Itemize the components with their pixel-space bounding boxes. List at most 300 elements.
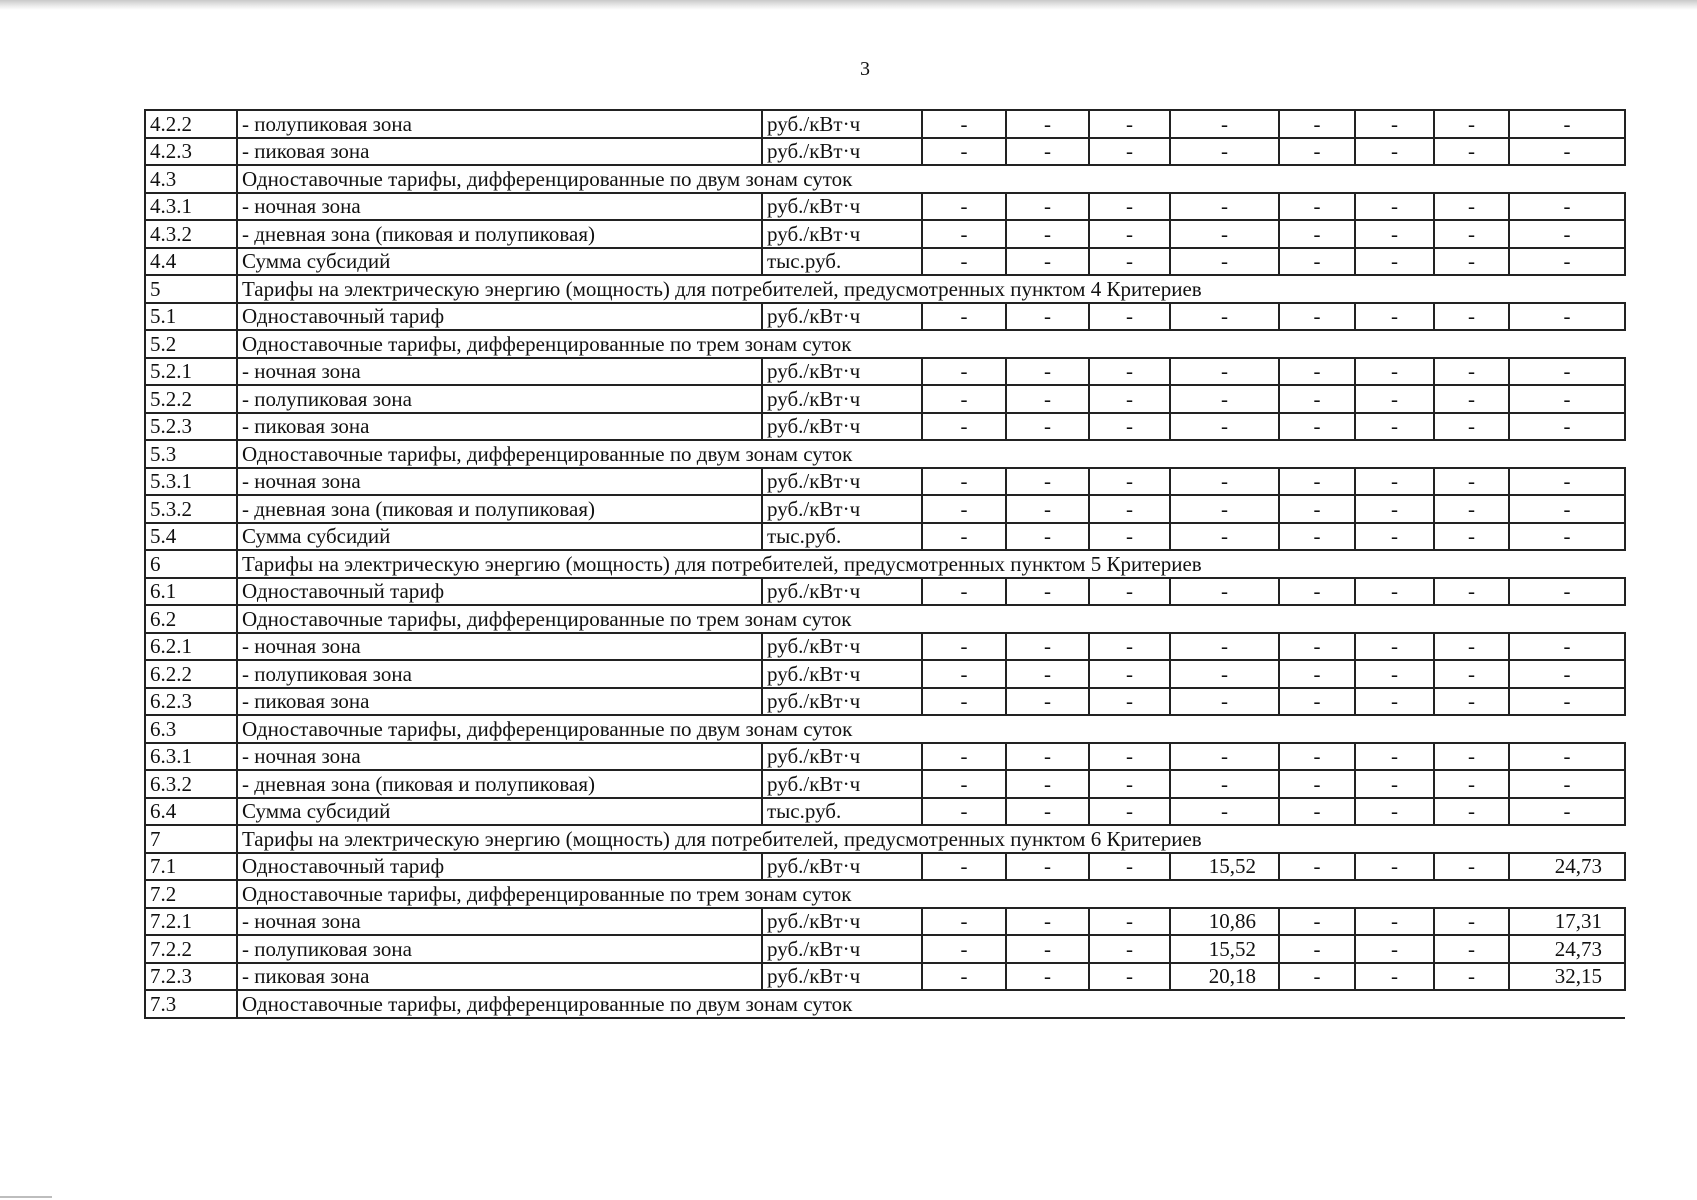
- value-cell: -: [1279, 248, 1355, 276]
- value-cell: -: [1355, 468, 1434, 496]
- value-cell: -: [1279, 853, 1355, 881]
- section-title: Тарифы на электрическую энергию (мощность) для потребителей, предусмотренных пунктом 4 Критериев: [237, 275, 1625, 303]
- value-cell: -: [1170, 248, 1279, 276]
- value-cell: -: [1434, 633, 1509, 661]
- value-cell: -: [1006, 853, 1089, 881]
- value-cell: -: [1279, 660, 1355, 688]
- row-label: - полупиковая зона: [237, 385, 762, 413]
- value-cell: -: [1355, 908, 1434, 936]
- value-cell: -: [1089, 770, 1170, 798]
- section-row: [145, 275, 1625, 303]
- value-cell: -: [1006, 660, 1089, 688]
- value-cell: -: [1279, 798, 1355, 826]
- value-cell: -: [1279, 413, 1355, 441]
- row-code: 5.3.1: [145, 468, 237, 496]
- value-cell: -: [1006, 303, 1089, 331]
- value-cell: -: [1089, 908, 1170, 936]
- row-label: - ночная зона: [237, 468, 762, 496]
- value-cell: -: [1089, 220, 1170, 248]
- value-cell: -: [1170, 688, 1279, 716]
- value-cell: -: [1434, 798, 1509, 826]
- row-code: 5.4: [145, 523, 237, 551]
- row-unit: руб./кВт·ч: [762, 193, 922, 221]
- table-row: [145, 138, 1625, 166]
- row-unit: руб./кВт·ч: [762, 578, 922, 606]
- value-cell: -: [1509, 358, 1625, 386]
- value-cell: -: [922, 935, 1006, 963]
- value-cell: -: [1434, 523, 1509, 551]
- value-cell: -: [1089, 633, 1170, 661]
- tariff-table-body: [145, 110, 1625, 1018]
- value-cell: -: [1089, 660, 1170, 688]
- value-cell: -: [1089, 110, 1170, 138]
- row-label: - дневная зона (пиковая и полупиковая): [237, 220, 762, 248]
- table-row: [145, 908, 1625, 936]
- value-cell: -: [1279, 110, 1355, 138]
- value-cell: -: [922, 138, 1006, 166]
- value-cell: -: [922, 303, 1006, 331]
- value-cell: -: [1355, 110, 1434, 138]
- value-cell: -: [1355, 523, 1434, 551]
- row-label: - ночная зона: [237, 193, 762, 221]
- row-label: - пиковая зона: [237, 688, 762, 716]
- row-code: 6.2: [145, 605, 237, 633]
- row-label: Одноставочный тариф: [237, 853, 762, 881]
- value-cell: -: [1355, 138, 1434, 166]
- value-cell: -: [1006, 633, 1089, 661]
- value-cell: -: [1509, 193, 1625, 221]
- row-unit: руб./кВт·ч: [762, 495, 922, 523]
- value-cell: -: [1170, 660, 1279, 688]
- value-cell: -: [922, 495, 1006, 523]
- value-cell: -: [922, 413, 1006, 441]
- value-cell: -: [1089, 578, 1170, 606]
- value-cell: -: [1355, 688, 1434, 716]
- row-unit: руб./кВт·ч: [762, 633, 922, 661]
- value-cell: -: [1279, 688, 1355, 716]
- value-cell: -: [1006, 468, 1089, 496]
- row-code: 4.3: [145, 165, 237, 193]
- value-cell: -: [922, 468, 1006, 496]
- row-label: - ночная зона: [237, 908, 762, 936]
- value-cell: -: [1279, 770, 1355, 798]
- value-cell: -: [1434, 193, 1509, 221]
- value-cell: -: [1355, 853, 1434, 881]
- value-cell: -: [1355, 248, 1434, 276]
- section-row: [145, 990, 1625, 1018]
- row-unit: руб./кВт·ч: [762, 853, 922, 881]
- table-row: [145, 358, 1625, 386]
- section-row: [145, 440, 1625, 468]
- value-cell: -: [1434, 935, 1509, 963]
- value-cell: -: [922, 743, 1006, 771]
- value-cell: -: [1170, 578, 1279, 606]
- value-cell: -: [1355, 303, 1434, 331]
- row-code: 7.2.3: [145, 963, 237, 991]
- row-code: 6.3: [145, 715, 237, 743]
- value-cell: -: [1089, 468, 1170, 496]
- table-row: [145, 578, 1625, 606]
- value-cell: -: [1170, 138, 1279, 166]
- value-cell: -: [1279, 743, 1355, 771]
- value-cell: -: [1355, 743, 1434, 771]
- row-code: 6.4: [145, 798, 237, 826]
- value-cell: -: [1089, 193, 1170, 221]
- value-cell: -: [1434, 495, 1509, 523]
- value-cell: -: [1279, 495, 1355, 523]
- value-cell: -: [1509, 743, 1625, 771]
- value-cell: -: [1279, 303, 1355, 331]
- value-cell: -: [922, 963, 1006, 991]
- value-cell: -: [1434, 743, 1509, 771]
- row-code: 7.2.1: [145, 908, 237, 936]
- value-cell: -: [1509, 220, 1625, 248]
- value-cell: -: [1089, 358, 1170, 386]
- row-unit: руб./кВт·ч: [762, 963, 922, 991]
- value-cell: -: [1006, 495, 1089, 523]
- section-row: [145, 330, 1625, 358]
- row-unit: руб./кВт·ч: [762, 303, 922, 331]
- row-code: 5.3.2: [145, 495, 237, 523]
- value-cell: -: [1279, 193, 1355, 221]
- row-code: 5.2.2: [145, 385, 237, 413]
- table-row: [145, 495, 1625, 523]
- section-title: Одноставочные тарифы, дифференцированные по двум зонам суток: [237, 990, 1625, 1018]
- value-cell: -: [1434, 220, 1509, 248]
- value-cell: -: [1170, 385, 1279, 413]
- value-cell: -: [1434, 770, 1509, 798]
- value-cell: -: [1509, 385, 1625, 413]
- value-cell: -: [1006, 963, 1089, 991]
- row-unit: руб./кВт·ч: [762, 908, 922, 936]
- value-cell: -: [1006, 193, 1089, 221]
- table-row: [145, 220, 1625, 248]
- value-cell: -: [1509, 633, 1625, 661]
- section-title: Одноставочные тарифы, дифференцированные по двум зонам суток: [237, 715, 1625, 743]
- table-row: [145, 468, 1625, 496]
- value-cell: -: [1509, 578, 1625, 606]
- value-cell: -: [1089, 523, 1170, 551]
- row-label: - пиковая зона: [237, 413, 762, 441]
- row-label: - дневная зона (пиковая и полупиковая): [237, 495, 762, 523]
- value-cell: -: [1355, 413, 1434, 441]
- value-cell: -: [922, 688, 1006, 716]
- row-label: - полупиковая зона: [237, 660, 762, 688]
- row-label: Одноставочный тариф: [237, 303, 762, 331]
- value-cell: -: [1006, 413, 1089, 441]
- value-cell: -: [1279, 578, 1355, 606]
- value-cell: -: [1006, 385, 1089, 413]
- section-title: Одноставочные тарифы, дифференцированные по двум зонам суток: [237, 440, 1625, 468]
- row-code: 5.2.1: [145, 358, 237, 386]
- row-code: 5.3: [145, 440, 237, 468]
- value-cell: -: [1089, 743, 1170, 771]
- table-row: [145, 633, 1625, 661]
- row-label: Сумма субсидий: [237, 798, 762, 826]
- row-code: 5.2.3: [145, 413, 237, 441]
- value-cell: -: [1509, 660, 1625, 688]
- value-cell: -: [1089, 963, 1170, 991]
- row-code: 7: [145, 825, 237, 853]
- row-unit: руб./кВт·ч: [762, 385, 922, 413]
- value-cell: -: [1170, 413, 1279, 441]
- row-code: 5.2: [145, 330, 237, 358]
- value-cell: 24,73: [1509, 853, 1625, 881]
- value-cell: -: [1089, 303, 1170, 331]
- value-cell: -: [1434, 963, 1509, 991]
- row-code: 6: [145, 550, 237, 578]
- value-cell: -: [1170, 743, 1279, 771]
- value-cell: -: [1279, 220, 1355, 248]
- value-cell: -: [1089, 138, 1170, 166]
- scan-top-edge: [0, 0, 1697, 10]
- row-unit: тыс.руб.: [762, 523, 922, 551]
- row-code: 4.2.3: [145, 138, 237, 166]
- row-label: - пиковая зона: [237, 138, 762, 166]
- row-code: 6.2.2: [145, 660, 237, 688]
- value-cell: -: [1434, 303, 1509, 331]
- row-code: 5: [145, 275, 237, 303]
- row-unit: руб./кВт·ч: [762, 660, 922, 688]
- table-row: [145, 798, 1625, 826]
- value-cell: -: [1006, 688, 1089, 716]
- value-cell: -: [922, 770, 1006, 798]
- section-title: Одноставочные тарифы, дифференцированные по трем зонам суток: [237, 330, 1625, 358]
- row-label: - пиковая зона: [237, 963, 762, 991]
- table-row: [145, 303, 1625, 331]
- row-unit: руб./кВт·ч: [762, 358, 922, 386]
- value-cell: -: [1355, 578, 1434, 606]
- value-cell: -: [922, 908, 1006, 936]
- value-cell: -: [1355, 633, 1434, 661]
- value-cell: -: [1434, 578, 1509, 606]
- value-cell: -: [1279, 935, 1355, 963]
- row-code: 4.3.2: [145, 220, 237, 248]
- value-cell: -: [1006, 220, 1089, 248]
- value-cell: -: [922, 248, 1006, 276]
- value-cell: -: [1279, 908, 1355, 936]
- value-cell: -: [1509, 798, 1625, 826]
- value-cell: -: [1170, 110, 1279, 138]
- value-cell: -: [1509, 110, 1625, 138]
- scan-bottom-mark: [0, 1196, 52, 1198]
- section-row: [145, 825, 1625, 853]
- value-cell: -: [1006, 523, 1089, 551]
- row-code: 6.2.3: [145, 688, 237, 716]
- value-cell: -: [1434, 413, 1509, 441]
- value-cell: -: [1279, 468, 1355, 496]
- value-cell: -: [1170, 523, 1279, 551]
- row-unit: руб./кВт·ч: [762, 743, 922, 771]
- value-cell: -: [1434, 385, 1509, 413]
- value-cell: -: [1355, 220, 1434, 248]
- value-cell: -: [1279, 523, 1355, 551]
- value-cell: 10,86: [1170, 908, 1279, 936]
- section-row: [145, 550, 1625, 578]
- value-cell: -: [1006, 358, 1089, 386]
- row-code: 4.4: [145, 248, 237, 276]
- value-cell: -: [1170, 220, 1279, 248]
- table-row: [145, 743, 1625, 771]
- value-cell: -: [922, 660, 1006, 688]
- value-cell: -: [1355, 193, 1434, 221]
- value-cell: -: [1089, 413, 1170, 441]
- row-label: Сумма субсидий: [237, 523, 762, 551]
- value-cell: -: [1509, 688, 1625, 716]
- row-unit: руб./кВт·ч: [762, 770, 922, 798]
- row-unit: руб./кВт·ч: [762, 468, 922, 496]
- table-row: [145, 385, 1625, 413]
- value-cell: -: [1355, 660, 1434, 688]
- value-cell: -: [922, 220, 1006, 248]
- row-label: - ночная зона: [237, 633, 762, 661]
- row-unit: руб./кВт·ч: [762, 688, 922, 716]
- table-row: [145, 193, 1625, 221]
- value-cell: -: [1355, 358, 1434, 386]
- row-label: - полупиковая зона: [237, 110, 762, 138]
- value-cell: -: [1006, 248, 1089, 276]
- value-cell: -: [1006, 743, 1089, 771]
- value-cell: -: [1434, 468, 1509, 496]
- table-row: [145, 110, 1625, 138]
- value-cell: -: [1006, 138, 1089, 166]
- section-row: [145, 605, 1625, 633]
- value-cell: -: [1509, 468, 1625, 496]
- table-row: [145, 660, 1625, 688]
- value-cell: -: [1509, 303, 1625, 331]
- value-cell: -: [1089, 248, 1170, 276]
- value-cell: -: [1170, 358, 1279, 386]
- section-title: Одноставочные тарифы, дифференцированные по трем зонам суток: [237, 880, 1625, 908]
- table-row: [145, 523, 1625, 551]
- table-row: [145, 413, 1625, 441]
- row-code: 6.1: [145, 578, 237, 606]
- row-unit: тыс.руб.: [762, 248, 922, 276]
- table-row: [145, 963, 1625, 991]
- value-cell: 17,31: [1509, 908, 1625, 936]
- value-cell: -: [1434, 358, 1509, 386]
- section-row: [145, 715, 1625, 743]
- value-cell: -: [1006, 908, 1089, 936]
- value-cell: -: [1006, 798, 1089, 826]
- value-cell: -: [922, 633, 1006, 661]
- row-unit: руб./кВт·ч: [762, 413, 922, 441]
- value-cell: -: [922, 385, 1006, 413]
- section-title: Тарифы на электрическую энергию (мощность) для потребителей, предусмотренных пунктом 6 Критериев: [237, 825, 1625, 853]
- value-cell: -: [1434, 248, 1509, 276]
- row-unit: руб./кВт·ч: [762, 138, 922, 166]
- section-row: [145, 880, 1625, 908]
- value-cell: -: [1434, 110, 1509, 138]
- table-row: [145, 770, 1625, 798]
- table-row: [145, 248, 1625, 276]
- value-cell: -: [1006, 110, 1089, 138]
- value-cell: -: [1170, 633, 1279, 661]
- row-label: Одноставочный тариф: [237, 578, 762, 606]
- row-label: Сумма субсидий: [237, 248, 762, 276]
- value-cell: 20,18: [1170, 963, 1279, 991]
- value-cell: -: [1170, 193, 1279, 221]
- value-cell: -: [1434, 688, 1509, 716]
- value-cell: -: [1279, 385, 1355, 413]
- value-cell: -: [1170, 468, 1279, 496]
- section-title: Одноставочные тарифы, дифференцированные по трем зонам суток: [237, 605, 1625, 633]
- table-row: [145, 853, 1625, 881]
- value-cell: -: [1006, 770, 1089, 798]
- section-title: Тарифы на электрическую энергию (мощность) для потребителей, предусмотренных пунктом 5 Критериев: [237, 550, 1625, 578]
- value-cell: -: [1170, 303, 1279, 331]
- value-cell: -: [1170, 798, 1279, 826]
- value-cell: -: [1089, 688, 1170, 716]
- value-cell: -: [1089, 385, 1170, 413]
- value-cell: -: [1509, 138, 1625, 166]
- value-cell: -: [1434, 660, 1509, 688]
- value-cell: -: [1509, 495, 1625, 523]
- row-code: 7.2.2: [145, 935, 237, 963]
- value-cell: -: [1355, 385, 1434, 413]
- row-code: 7.1: [145, 853, 237, 881]
- value-cell: -: [1089, 935, 1170, 963]
- value-cell: -: [922, 578, 1006, 606]
- value-cell: -: [1279, 963, 1355, 991]
- value-cell: -: [1434, 908, 1509, 936]
- value-cell: -: [1006, 578, 1089, 606]
- value-cell: -: [922, 523, 1006, 551]
- row-code: 6.3.2: [145, 770, 237, 798]
- value-cell: -: [1355, 798, 1434, 826]
- row-code: 6.3.1: [145, 743, 237, 771]
- value-cell: 24,73: [1509, 935, 1625, 963]
- value-cell: 15,52: [1170, 935, 1279, 963]
- value-cell: -: [922, 853, 1006, 881]
- row-label: - ночная зона: [237, 358, 762, 386]
- row-code: 6.2.1: [145, 633, 237, 661]
- tariff-table: [144, 109, 1626, 1019]
- value-cell: -: [1279, 138, 1355, 166]
- table-row: [145, 688, 1625, 716]
- value-cell: -: [1509, 523, 1625, 551]
- section-row: [145, 165, 1625, 193]
- value-cell: -: [1355, 495, 1434, 523]
- value-cell: -: [1509, 248, 1625, 276]
- row-code: 4.2.2: [145, 110, 237, 138]
- value-cell: -: [1434, 138, 1509, 166]
- row-unit: тыс.руб.: [762, 798, 922, 826]
- value-cell: -: [1089, 495, 1170, 523]
- value-cell: -: [1089, 853, 1170, 881]
- value-cell: -: [1355, 935, 1434, 963]
- value-cell: -: [1089, 798, 1170, 826]
- value-cell: -: [922, 193, 1006, 221]
- row-label: - полупиковая зона: [237, 935, 762, 963]
- table-row: [145, 935, 1625, 963]
- value-cell: 15,52: [1170, 853, 1279, 881]
- value-cell: -: [1355, 770, 1434, 798]
- row-unit: руб./кВт·ч: [762, 110, 922, 138]
- value-cell: -: [1279, 633, 1355, 661]
- page-number: 3: [860, 58, 870, 80]
- row-unit: руб./кВт·ч: [762, 220, 922, 248]
- value-cell: -: [1170, 495, 1279, 523]
- value-cell: 32,15: [1509, 963, 1625, 991]
- row-code: 7.2: [145, 880, 237, 908]
- row-code: 7.3: [145, 990, 237, 1018]
- row-label: - ночная зона: [237, 743, 762, 771]
- section-title: Одноставочные тарифы, дифференцированные по двум зонам суток: [237, 165, 1625, 193]
- value-cell: -: [1279, 358, 1355, 386]
- value-cell: -: [1355, 963, 1434, 991]
- value-cell: -: [922, 358, 1006, 386]
